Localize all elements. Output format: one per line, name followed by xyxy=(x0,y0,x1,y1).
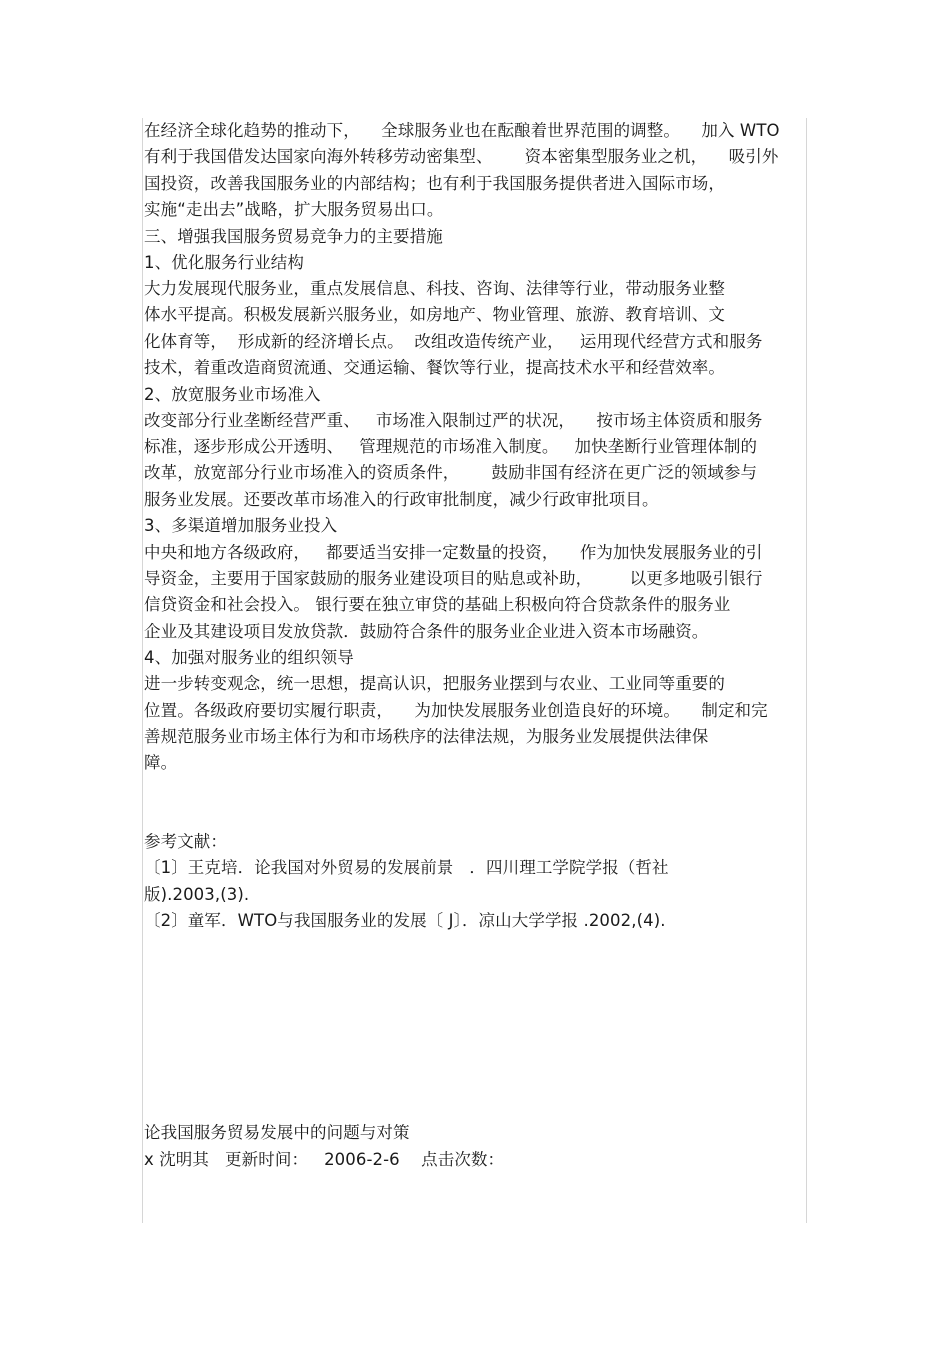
text-line: 标准，逐步形成公开透明、 管理规范的市场准入制度。 加快垄断行业管理体制的 xyxy=(144,437,758,456)
text-line: 实施“走出去”战略，扩大服务贸易出口。 xyxy=(144,200,444,219)
text-line: 中央和地方各级政府， 都要适当安排一定数量的投资， 作为加快发展服务业的引 xyxy=(144,543,763,562)
reference-item: 版).2003,(3). xyxy=(144,885,250,904)
frame-right-line xyxy=(806,118,807,1223)
text-line: 导资金，主要用于国家鼓励的服务业建设项目的贴息或补助， 以更多地吸引银行 xyxy=(144,569,763,588)
text-line: 进一步转变观念，统一思想，提高认识，把服务业摆到与农业、工业同等重要的 xyxy=(144,674,725,693)
text-line: 在经济全球化趋势的推动下， 全球服务业也在酝酿着世界范围的调整。 加入 WTO xyxy=(144,121,780,140)
reference-item: 〔1〕王克培．论我国对外贸易的发展前景 ．四川理工学院学报（哲社 xyxy=(144,858,669,877)
text-line: 国投资，改善我国服务业的内部结构；也有利于我国服务提供者进入国际市场， xyxy=(144,174,725,193)
text-line: 位置。各级政府要切实履行职责， 为加快发展服务业创造良好的环境。 制定和完 xyxy=(144,701,768,720)
subsection-heading: 2、放宽服务业市场准入 xyxy=(144,385,321,404)
article-title: 论我国服务贸易发展中的问题与对策 xyxy=(144,1123,410,1142)
text-line: 改变部分行业垄断经营严重、 市场准入限制过严的状况， 按市场主体资质和服务 xyxy=(144,411,763,430)
text-line: 信贷资金和社会投入。 银行要在独立审贷的基础上积极向符合贷款条件的服务业 xyxy=(144,595,731,614)
article-meta: x 沈明其 更新时间： 2006-2-6 点击次数： xyxy=(144,1150,505,1169)
text-line: 有利于我国借发达国家向海外转移劳动密集型、 资本密集型服务业之机， 吸引外 xyxy=(144,147,779,166)
section-heading: 三、增强我国服务贸易竞争力的主要措施 xyxy=(144,227,443,246)
subsection-heading: 3、多渠道增加服务业投入 xyxy=(144,516,338,535)
text-line: 服务业发展。还要改革市场准入的行政审批制度，减少行政审批项目。 xyxy=(144,490,659,509)
text-line: 大力发展现代服务业，重点发展信息、科技、咨询、法律等行业，带动服务业整 xyxy=(144,279,725,298)
text-line: 障。 xyxy=(144,753,178,772)
text-line: 化体育等， 形成新的经济增长点。 改组改造传统产业， 运用现代经营方式和服务 xyxy=(144,332,763,351)
text-line: 善规范服务业市场主体行为和市场秩序的法律法规，为服务业发展提供法律保 xyxy=(144,727,709,746)
reference-item: 〔2〕童军．WTO与我国服务业的发展〔 J〕．凉山大学学报 .2002,(4). xyxy=(144,911,666,930)
subsection-heading: 4、加强对服务业的组织领导 xyxy=(144,648,354,667)
references-heading: 参考文献： xyxy=(144,832,227,851)
text-line: 技术，着重改造商贸流通、交通运输、餐饮等行业，提高技术水平和经营效率。 xyxy=(144,358,725,377)
text-line: 体水平提高。积极发展新兴服务业，如房地产、物业管理、旅游、教育培训、文 xyxy=(144,305,725,324)
frame-left-line xyxy=(142,118,143,1223)
text-line: 改革，放宽部分行业市场准入的资质条件， 鼓励非国有经济在更广泛的领域参与 xyxy=(144,463,758,482)
subsection-heading: 1、优化服务行业结构 xyxy=(144,253,304,272)
text-line: 企业及其建设项目发放贷款．鼓励符合条件的服务业企业进入资本市场融资。 xyxy=(144,622,709,641)
